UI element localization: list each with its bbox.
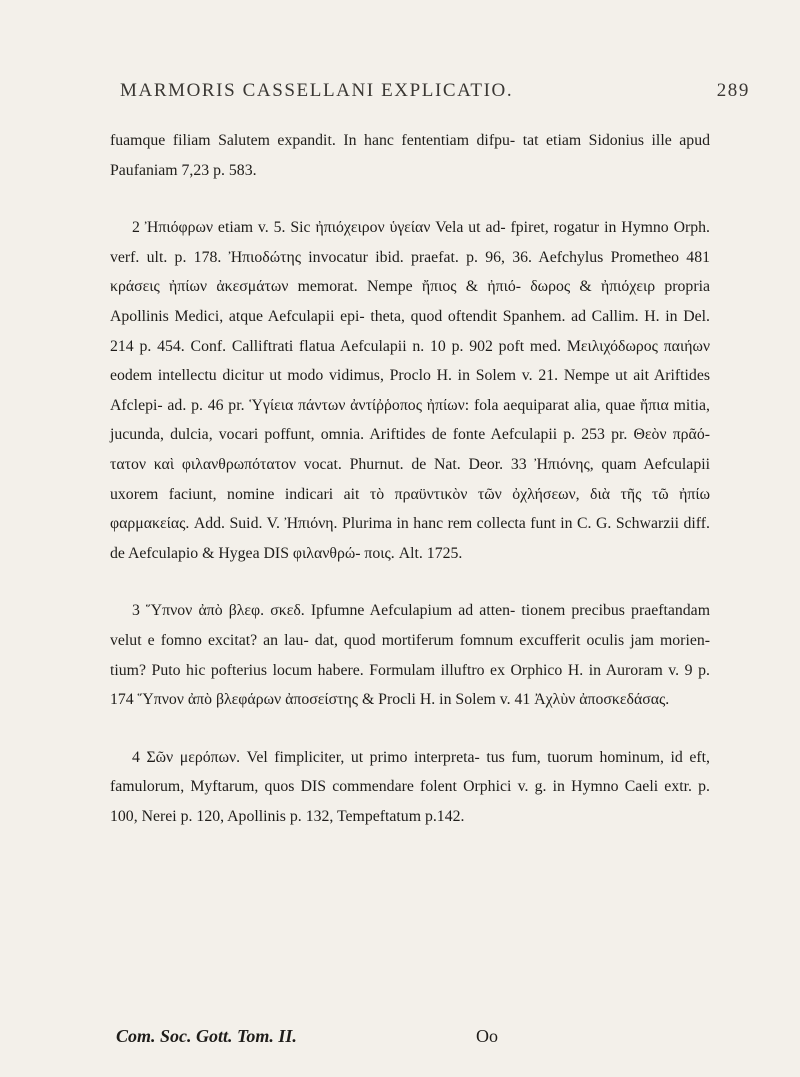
signature-mark: Oo [476,1026,498,1046]
body-text [110,126,710,831]
page-footer [116,1026,596,1047]
note-4: 4 Σῶν μερόπων. Vel fimpliciter, ut primo interpreta- tus fum, tuorum hominum, id eft, famulorum, Myftarum, quos DIS commendare folent Orphici v. g. in Hymno Caeli extr. p. 100, Nerei p. 120, Apollinis p. 132, Tempeftatum p.142. [110,748,710,825]
running-title: MARMORIS CASSELLANI EXPLICATIO. [120,80,514,101]
note-2: 2 Ἠπιόφρων etiam v. 5. Sic ἠπιόχειρον ὑγείαν Vela ut ad- fpiret, rogatur in Hymno Orph. verf. ult. p. 178. Ἠπιοδώτης invocatur ibid. praefat. p. 96, 36. Aefchylus Prometheo 481 κράσεις ἠπίων ἀκεσμάτων memorat. Nempe ἤπιος & ἠπιό- δωρος & ἠπιόχειρ propria Apollinis Medici, atque Aefculapii epi- theta, quod oftendit Spanhem. ad Callim. H. in Del. 214 p. 454. Conf. Calliftrati flatua Aefculapii n. 10 p. 902 poft med. Μειλιχόδωρος παιήων eodem intellectu dicitur ut modo vidimus, Proclo H. in Solem v. 21. Nempe ut ait Ariftides Afclepi- ad. p. 46 pr. Ὑγίεια πάντων ἀντίῤῥοπος ἠπίων: fola aequiparat alia, quae ἤπια mitia, jucunda, dulcia, vocari poffunt, omnia. Ariftides de fonte Aefculapii p. 253 pr. Θεὸν πρᾶό- τατον καὶ φιλανθρωπότατον vocat. Phurnut. de Nat. Deor. 33 Ἠπιόνης, quam Aefculapii uxorem faciunt, nomine indicari ait τὸ πραϋντικὸν τῶν ὀχλήσεων, διὰ τῆς τῶ ἠπίω φαρμακείας. Add. Suid. V. Ἠπιόνη. Plurima in hanc rem collecta funt in C. G. Schwarzii diff. de Aefculapio & Hygea DIS φιλανθρώ- ποις. Alt. 1725. [110,219,710,562]
paragraph-continuation: fuamque filiam Salutem expandit. In hanc fententiam difpu- tat etiam Sidonius ille apud Paufaniam 7,23 p. 583. [110,132,710,179]
footer-citation: Com. Soc. Gott. Tom. II. [116,1026,297,1046]
note-3: 3 Ὕπνον ἀπὸ βλεφ. σκεδ. Ipfumne Aefculapium ad atten- tionem precibus praeftandam velut e fomno excitat? an lau- dat, quod mortiferum fomnum excufferit oculis jam morien- tium? Puto hic pofterius locum habere. Formulam illuftro ex Orphico H. in Auroram v. 9 p. 174 Ὕπνον ἀπὸ βλεφάρων ἀποσείστης & Procli H. in Solem v. 41 Ἀχλὺν ἀποσκεδάσας. [110,602,710,709]
page-number: 289 [716,80,750,101]
